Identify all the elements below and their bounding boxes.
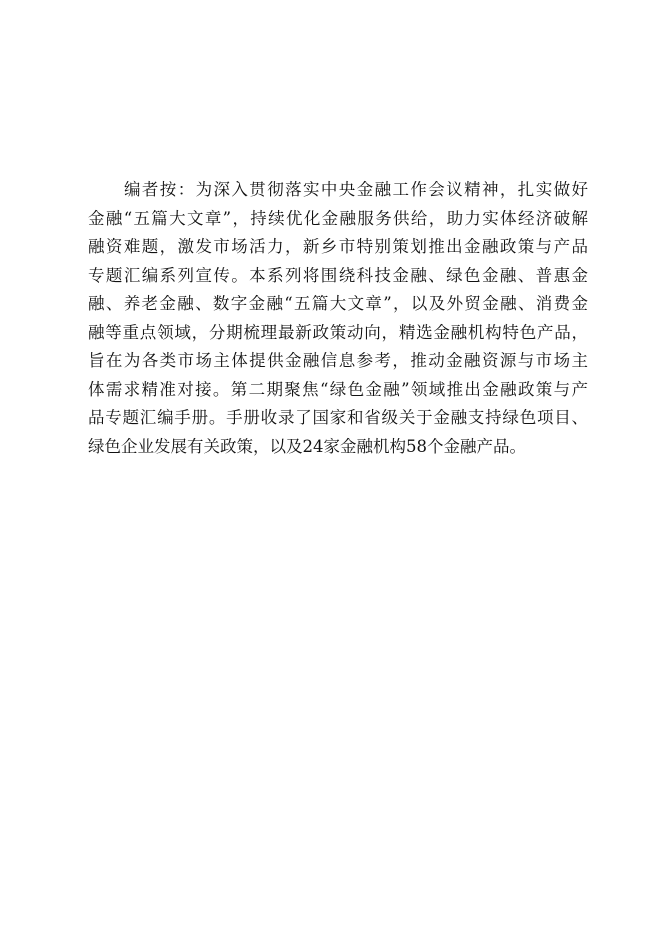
paragraph-line-4: 专题汇编系列宣传。本系列将围绕科技金融、绿色金融、普惠金 <box>88 265 588 285</box>
paragraph-line-7: 旨在为各类市场主体提供金融信息参考，推动金融资源与市场主 <box>88 351 588 370</box>
paragraph-line-10: 绿色企业发展有关政策，以及24家金融机构58个金融产品。 <box>88 436 526 456</box>
paragraph-line-5: 融、养老金融、数字金融“五篇大文章”，以及外贸金融、消费金 <box>88 294 588 313</box>
paragraph-line-2: 金融“五篇大文章”，持续优化金融服务供给，助力实体经济破解 <box>88 208 588 228</box>
paragraph-line-9: 品专题汇编手册。手册收录了国家和省级关于金融支持绿色项目、 <box>88 408 588 427</box>
paragraph-line-1: 编者按：为深入贯彻落实中央金融工作会议精神，扎实做好 <box>124 180 588 199</box>
paragraph-line-8: 体需求精准对接。第二期聚焦“绿色金融”领域推出金融政策与产 <box>88 379 588 399</box>
paragraph-line-3: 融资难题，激发市场活力，新乡市特别策划推出金融政策与产品 <box>88 237 588 256</box>
paragraph-line-6: 融等重点领域，分期梳理最新政策动向，精选金融机构特色产品， <box>88 322 588 342</box>
editor-note-paragraph <box>88 176 588 461</box>
